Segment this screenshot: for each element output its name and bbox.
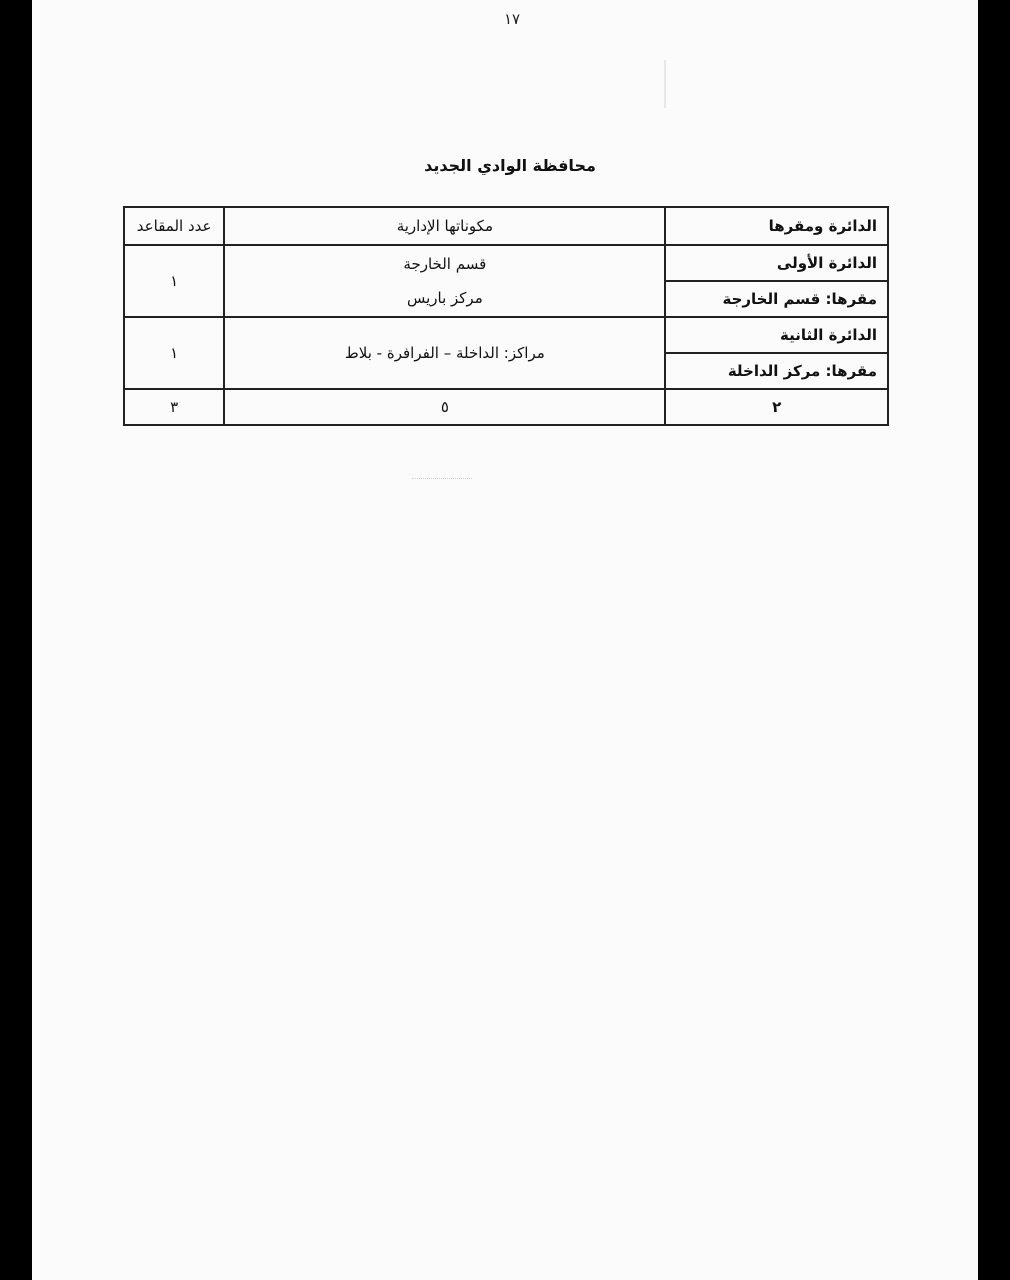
district-1-name: الدائرة الأولى (665, 245, 888, 281)
header-components: مكوناتها الإدارية (224, 207, 665, 245)
component-item: مراكز: الداخلة – الفرافرة - بلاط (344, 344, 545, 362)
component-item: مركز باريس (406, 289, 483, 307)
scan-artifact-line (664, 60, 666, 108)
district-1-seats: ١ (124, 245, 224, 317)
total-districts: ٢ (665, 389, 888, 425)
table-row (124, 317, 888, 353)
table-totals-row (124, 389, 888, 425)
district-2-seat: مقرها: مركز الداخلة (665, 353, 888, 389)
districts-table (123, 206, 889, 426)
scan-artifact-specks (412, 478, 472, 480)
district-2-name: الدائرة الثانية (665, 317, 888, 353)
districts-table-container (123, 206, 889, 426)
total-components: ٥ (224, 389, 665, 425)
district-1-components (224, 245, 665, 317)
table-header-row (124, 207, 888, 245)
header-district: الدائرة ومقرها (665, 207, 888, 245)
document-title: محافظة الوادي الجديد (424, 156, 596, 175)
page-number: ١٧ (503, 10, 521, 28)
header-seats: عدد المقاعد (124, 207, 224, 245)
district-1-seat: مقرها: قسم الخارجة (665, 281, 888, 317)
total-seats: ٣ (124, 389, 224, 425)
district-2-seats: ١ (124, 317, 224, 389)
document-page (32, 0, 978, 1280)
district-2-components (224, 317, 665, 389)
table-row (124, 245, 888, 281)
component-item: قسم الخارجة (403, 255, 487, 273)
